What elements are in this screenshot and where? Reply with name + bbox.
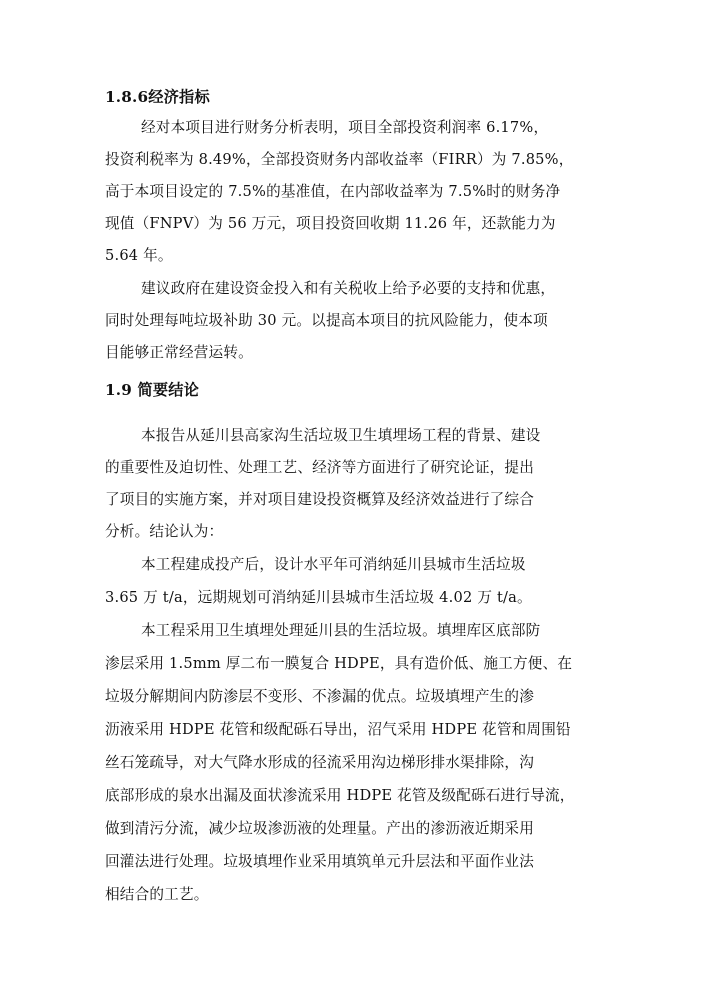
paragraph-line: 同时处理每吨垃圾补助 30 元。以提高本项目的抗风险能力，使本项 (105, 312, 548, 329)
paragraph-line: 了项目的实施方案，并对项目建设投资概算及经济效益进行了综合 (105, 491, 535, 508)
paragraph-line: 回灌法进行处理。垃圾填埋作业采用填筑单元升层法和平面作业法 (105, 853, 535, 870)
section-heading-brief-conclusion: 1.9 简要结论 (105, 381, 200, 399)
section-heading-economic-indicators: 1.8.6经济指标 (105, 88, 210, 106)
paragraph-line: 丝石笼疏导，对大气降水形成的径流采用沟边梯形排水渠排除，沟 (105, 754, 535, 771)
paragraph-line: 分析。结论认为： (105, 523, 224, 540)
paragraph-line: 做到清污分流，减少垃圾渗沥液的处理量。产出的渗沥液近期采用 (105, 820, 535, 837)
paragraph-line: 5.64 年。 (105, 247, 173, 264)
paragraph-line: 本工程采用卫生填埋处理延川县的生活垃圾。填埋库区底部防 (141, 622, 541, 639)
paragraph-line: 相结合的工艺。 (105, 886, 209, 903)
paragraph-line: 沥液采用 HDPE 花管和级配砾石导出，沼气采用 HDPE 花管和周围铅 (105, 721, 571, 738)
paragraph-line: 的重要性及迫切性、处理工艺、经济等方面进行了研究论证，提出 (105, 459, 535, 476)
paragraph-line: 本报告从延川县高家沟生活垃圾卫生填埋场工程的背景、建设 (141, 427, 541, 444)
paragraph-line: 底部形成的泉水出漏及面状渗流采用 HDPE 花管及级配砾石进行导流， (105, 787, 575, 804)
paragraph-line: 目能够正常经营运转。 (105, 344, 253, 361)
paragraph-line: 高于本项目设定的 7.5%的基准值，在内部收益率为 7.5%时的财务净 (105, 183, 561, 200)
paragraph-line: 垃圾分解期间内防渗层不变形、不渗漏的优点。垃圾填埋产生的渗 (105, 688, 535, 705)
paragraph-line: 3.65 万 t/a，远期规划可消纳延川县城市生活垃圾 4.02 万 t/a。 (105, 589, 532, 606)
paragraph-line: 现值（FNPV）为 56 万元，项目投资回收期 11.26 年，还款能力为 (105, 215, 556, 232)
paragraph-line: 本工程建成投产后，设计水平年可消纳延川县城市生活垃圾 (141, 556, 526, 573)
paragraph-line: 渗层采用 1.5mm 厚二布一膜复合 HDPE，具有造价低、施工方便、在 (105, 655, 573, 672)
paragraph-line: 经对本项目进行财务分析表明，项目全部投资利润率 6.17%， (141, 119, 549, 136)
paragraph-line: 建议政府在建设资金投入和有关税收上给予必要的支持和优惠， (141, 280, 556, 297)
paragraph-line: 投资利税率为 8.49%，全部投资财务内部收益率（FIRR）为 7.85%， (105, 151, 574, 168)
